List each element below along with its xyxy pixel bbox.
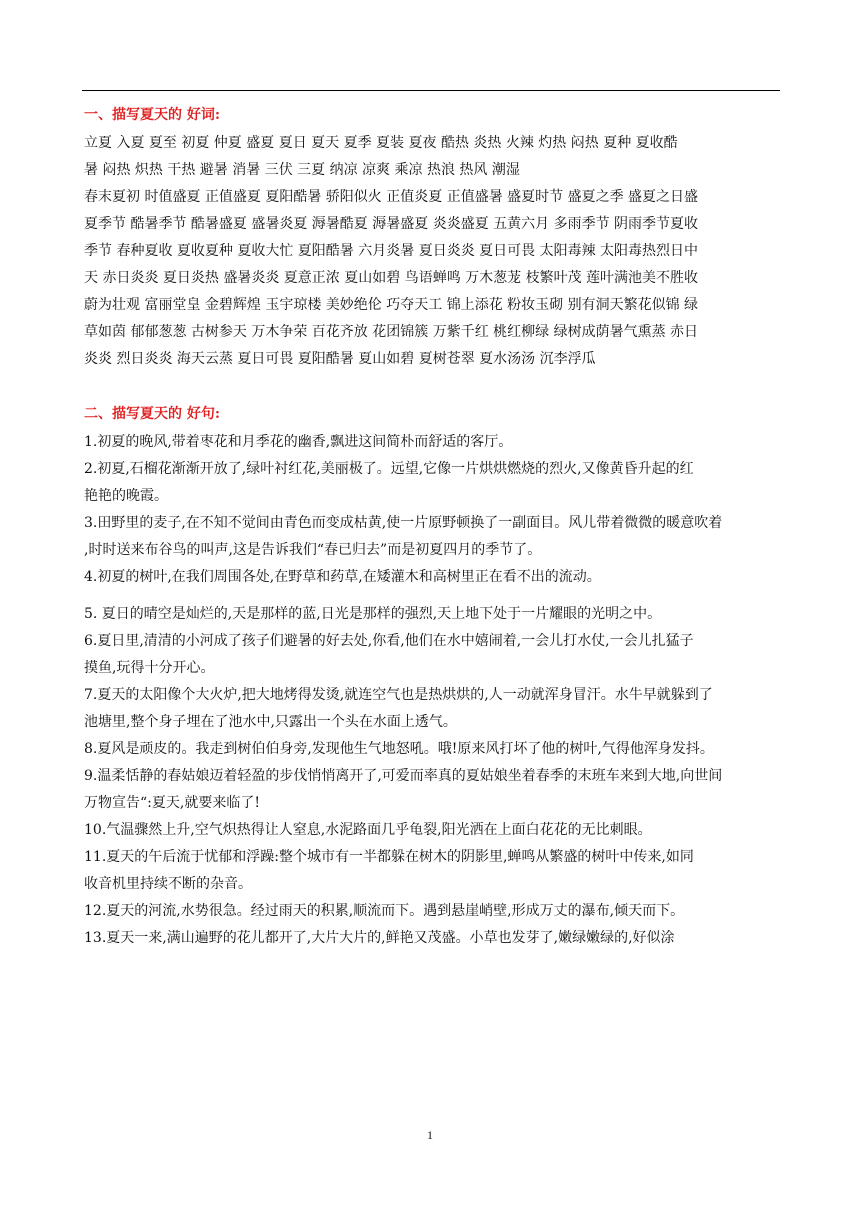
section-heading-good-sentences: 二、描写夏天的 好句: — [84, 406, 221, 422]
good-sentences-block — [84, 429, 784, 952]
text-line: 池塘里,整个身子埋在了池水中,只露出一个头在水面上透气。 — [84, 714, 457, 730]
text-line: 3.田野里的麦子,在不知不觉间由青色而变成枯黄,使一片原野顿换了一副面目。风儿带着微微的暖意吹着 — [84, 515, 723, 531]
text-line: ,时时送来布谷鸟的叫声,这是告诉我们“春已归去”而是初夏四月的季节了。 — [84, 542, 542, 558]
text-line: 立夏 入夏 夏至 初夏 仲夏 盛夏 夏日 夏天 夏季 夏装 夏夜 酷热 炎热 火辣 灼热 闷热 夏种 夏收酷 — [84, 135, 678, 151]
text-line: 13.夏天一来,满山遍野的花儿都开了,大片大片的,鲜艳又茂盛。小草也发芽了,嫩绿嫩绿的,好似涂 — [84, 930, 675, 946]
text-line: 10.气温骤然上升,空气炽热得让人窒息,水泥路面几乎龟裂,阳光洒在上面白花花的无比刺眼。 — [84, 822, 652, 838]
text-line: 11.夏天的午后流于忧郁和浮躁:整个城市有一半都躲在树木的阴影里,蝉鸣从繁盛的树叶中传来,如同 — [84, 849, 694, 865]
text-line: 天 赤日炎炎 夏日炎热 盛暑炎炎 夏意正浓 夏山如碧 鸟语蝉鸣 万木葱茏 枝繁叶茂 莲叶满池美不胜收 — [84, 270, 699, 286]
text-line: 季节 春种夏收 夏收夏种 夏收大忙 夏阳酷暑 六月炎暑 夏日炎炎 夏日可畏 太阳毒辣 太阳毒热烈日中 — [84, 243, 699, 259]
text-line: 6.夏日里,清清的小河成了孩子们避暑的好去处,你看,他们在水中嬉闹着,一会儿打水仗,一会儿扎猛子 — [84, 633, 694, 649]
text-line: 2.初夏,石榴花渐渐开放了,绿叶衬红花,美丽极了。远望,它像一片烘烘燃烧的烈火,又像黄昏升起的红 — [84, 461, 694, 477]
text-line: 蔚为壮观 富丽堂皇 金碧辉煌 玉宇琼楼 美妙绝伦 巧夺天工 锦上添花 粉妆玉砌 别有洞天繁花似锦 绿 — [84, 297, 699, 313]
paragraph-spacer — [84, 591, 784, 601]
text-line: 5. 夏日的晴空是灿烂的,天是那样的蓝,日光是那样的强烈,天上地下处于一片耀眼的光明之中。 — [84, 606, 662, 622]
text-line: 12.夏天的河流,水势很急。经过雨天的积累,顺流而下。遇到悬崖峭壁,形成万丈的瀑布,倾天而下。 — [84, 903, 685, 919]
text-line: 暑 闷热 炽热 干热 避暑 消暑 三伏 三夏 纳凉 凉爽 乘凉 热浪 热风 潮湿 — [84, 162, 520, 178]
text-line: 8.夏风是顽皮的。我走到树伯伯身旁,发现他生气地怒吼。哦!原来风打坏了他的树叶,气得他浑身发抖。 — [84, 741, 714, 757]
text-line: 1.初夏的晚风,带着枣花和月季花的幽香,飘进这间简朴而舒适的客厅。 — [84, 434, 513, 450]
text-line: 4.初夏的树叶,在我们周围各处,在野草和药草,在矮灌木和高树里正在看不出的流动。 — [84, 569, 601, 585]
text-line: 春末夏初 时值盛夏 正值盛夏 夏阳酷暑 骄阳似火 正值炎夏 正值盛暑 盛夏时节 盛夏之季 盛夏之日盛 — [84, 189, 699, 205]
section-spacer — [84, 373, 784, 399]
text-line: 摸鱼,玩得十分开心。 — [84, 660, 215, 676]
header-rule — [82, 90, 780, 91]
text-line: 夏季节 酷暑季节 酷暑盛夏 盛暑炎夏 溽暑酷夏 溽暑盛夏 炎炎盛夏 五黄六月 多雨季节 阴雨季节夏收 — [84, 216, 699, 232]
text-line: 草如茵 郁郁葱葱 古树参天 万木争荣 百花齐放 花团锦簇 万紫千红 桃红柳绿 绿树成荫暑气熏蒸 赤日 — [84, 324, 699, 340]
text-line: 7.夏天的太阳像个大火炉,把大地烤得发烫,就连空气也是热烘烘的,人一动就浑身冒汗。水牛早就躲到了 — [84, 687, 713, 703]
good-words-block — [84, 130, 784, 373]
text-line: 9.温柔恬静的春姑娘迈着轻盈的步伐悄悄离开了,可爱而率真的夏姑娘坐着春季的末班车来到大地,向世间 — [84, 768, 723, 784]
text-line: 万物宣告“:夏天,就要来临了! — [84, 795, 260, 811]
text-line: 炎炎 烈日炎炎 海天云蒸 夏日可畏 夏阳酷暑 夏山如碧 夏树苍翠 夏水汤汤 沉李浮瓜 — [84, 351, 596, 367]
text-line: 艳艳的晚霞。 — [84, 488, 168, 504]
text-line: 收音机里持续不断的杂音。 — [84, 876, 252, 892]
document-body — [84, 100, 784, 952]
page-number: 1 — [427, 1128, 433, 1142]
section-heading-good-words: 一、描写夏天的 好词: — [84, 107, 221, 123]
